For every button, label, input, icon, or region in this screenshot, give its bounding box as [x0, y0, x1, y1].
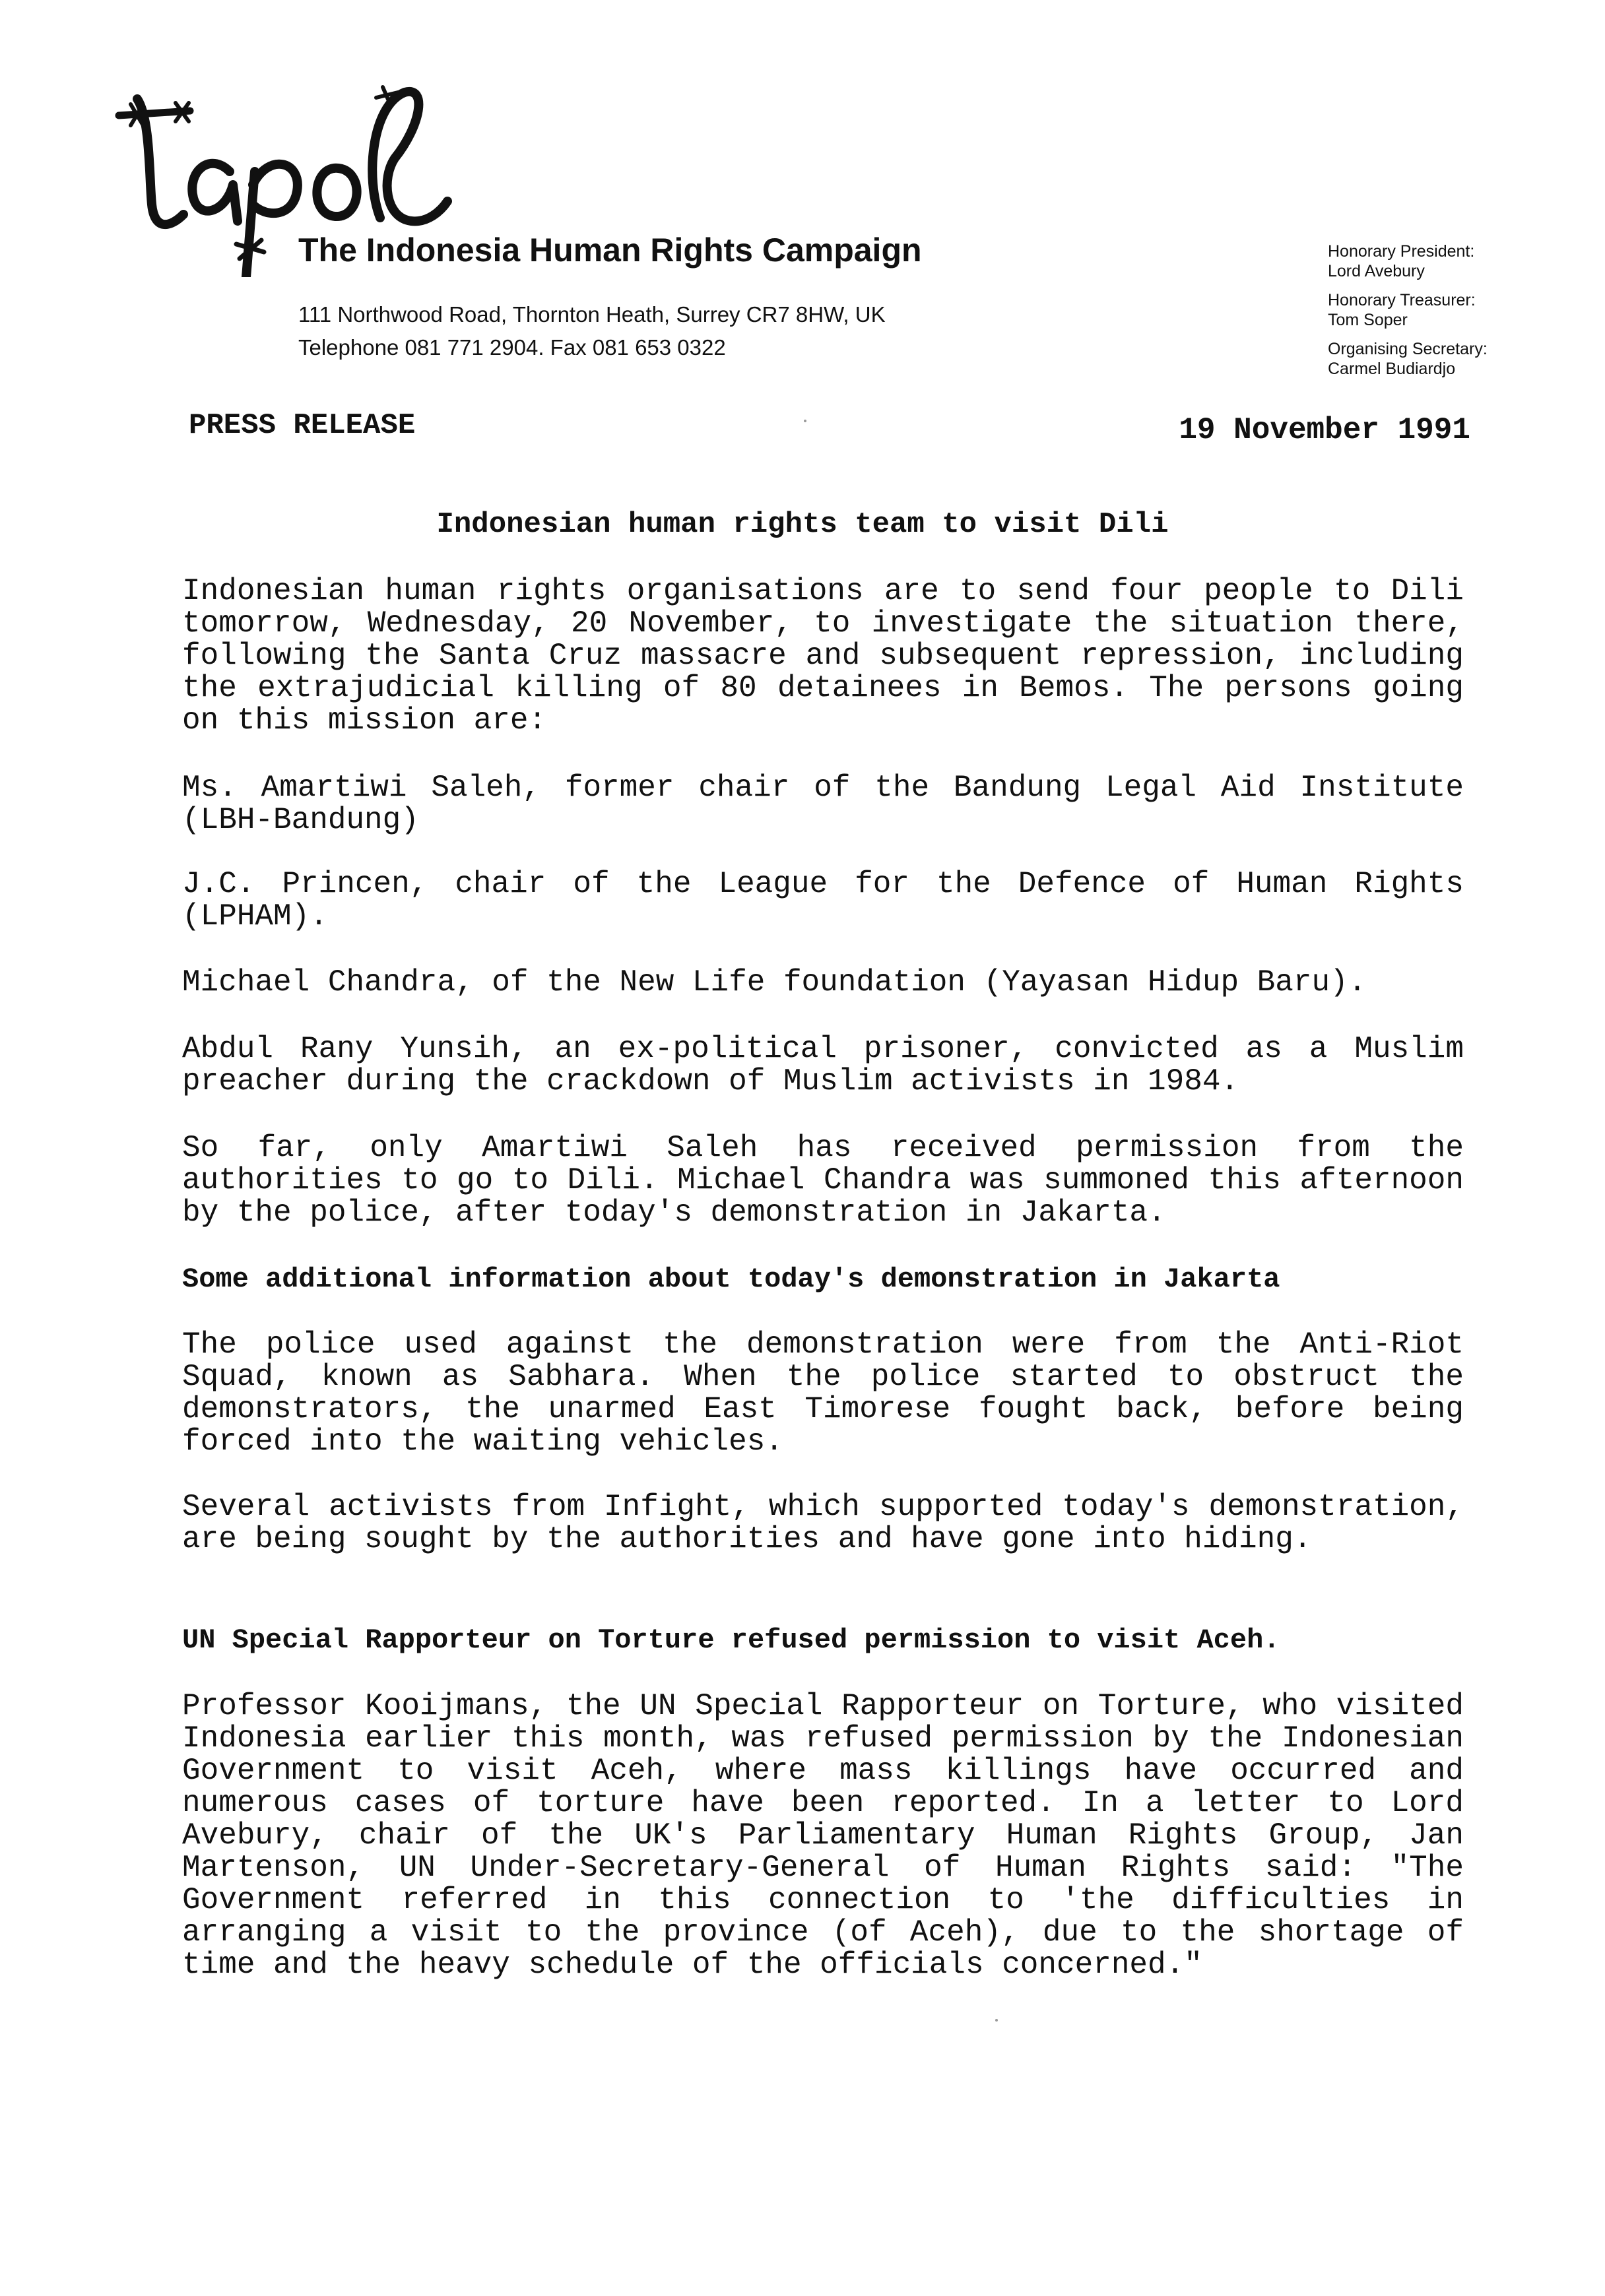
permission-text: So far, only Amartiwi Saleh has received permission from the authorities to go to Dili. Michael Chandra was summoned this afternoon by the police, after today's demonstration in Jakarta.	[182, 1131, 1464, 1230]
member-2	[182, 868, 1464, 933]
permission-paragraph	[182, 1132, 1464, 1229]
un-paragraph	[182, 1690, 1464, 1981]
intro-text: Indonesian human rights organisations are to send four people to Dili tomorrow, Wednesday, 20 November, to investigate the situation there, following the Santa Cruz massacre and subsequent repression, including the extrajudicial killing of 80 detainees in Bemos. The persons going on this mission are:	[182, 574, 1464, 738]
officer-president	[1328, 241, 1488, 281]
member-text: J.C. Princen, chair of the League for the Defence of Human Rights (LPHAM).	[182, 867, 1464, 934]
un-text: Professor Kooijmans, the UN Special Rapporteur on Torture, who visited Indonesia earlier this month, was refused permission by the Indonesian Government to visit Aceh, where mass killings have occurred and numerous cases of torture have been reported. In a letter to Lord Avebury, chair of the UK's Parliamentary Human Rights Group, Jan Martenson, UN Under-Secretary-General of Human Rights said: "The Government referred in this connection to 'the difficulties in arranging a visit to the province (of Aceh), due to the shortage of time and the heavy schedule of the officials concerned."	[182, 1689, 1464, 1982]
member-text: Abdul Rany Yunsih, an ex-political prisoner, convicted as a Muslim preacher during the crackdown of Muslim activists in 1984.	[182, 1032, 1464, 1099]
officer-secretary	[1328, 339, 1488, 379]
officer-treasurer	[1328, 290, 1488, 330]
officers-list	[1328, 241, 1488, 388]
scan-speck	[804, 420, 806, 422]
heading-demonstration: Some additional information about today's demonstration in Jakarta	[182, 1263, 1280, 1295]
demo-activists-paragraph	[182, 1491, 1464, 1556]
demo-police-paragraph	[182, 1329, 1464, 1458]
organisation-contact	[298, 298, 886, 364]
scan-speck	[995, 2019, 998, 2022]
officer-role: Honorary President:	[1328, 242, 1475, 261]
heading-un-rapporteur: UN Special Rapporteur on Torture refused permission to visit Aceh.	[182, 1624, 1280, 1656]
officer-name: Tom Soper	[1328, 311, 1408, 329]
organisation-address: 111 Northwood Road, Thornton Heath, Surrey CR7 8HW, UK	[298, 302, 886, 327]
demo-activists-text: Several activists from Infight, which supported today's demonstration, are being sought by the authorities and have gone into hiding.	[182, 1490, 1464, 1556]
member-4	[182, 1033, 1464, 1098]
organisation-name: The Indonesia Human Rights Campaign	[298, 232, 922, 269]
member-1	[182, 772, 1464, 837]
member-3	[182, 967, 1464, 999]
release-title: Indonesian human rights team to visit Dili	[436, 508, 1169, 541]
officer-role: Organising Secretary:	[1328, 340, 1488, 358]
officer-role: Honorary Treasurer:	[1328, 291, 1476, 309]
intro-paragraph	[182, 575, 1464, 737]
officer-name: Lord Avebury	[1328, 262, 1425, 280]
officer-name: Carmel Budiardjo	[1328, 360, 1456, 378]
press-release-label: PRESS RELEASE	[189, 409, 416, 442]
organisation-telephone: Telephone 081 771 2904. Fax 081 653 0322	[298, 335, 726, 360]
release-date: 19 November 1991	[1179, 413, 1470, 447]
member-text: Ms. Amartiwi Saleh, former chair of the Bandung Legal Aid Institute (LBH-Bandung)	[182, 771, 1464, 837]
demo-police-text: The police used against the demonstration were from the Anti-Riot Squad, known as Sabhara. When the police started to obstruct the demonstrators, the unarmed East Timorese fought back, before being forced into the waiting vehicles.	[182, 1327, 1464, 1459]
member-text: Michael Chandra, of the New Life foundation (Yayasan Hidup Baru).	[182, 965, 1367, 1000]
